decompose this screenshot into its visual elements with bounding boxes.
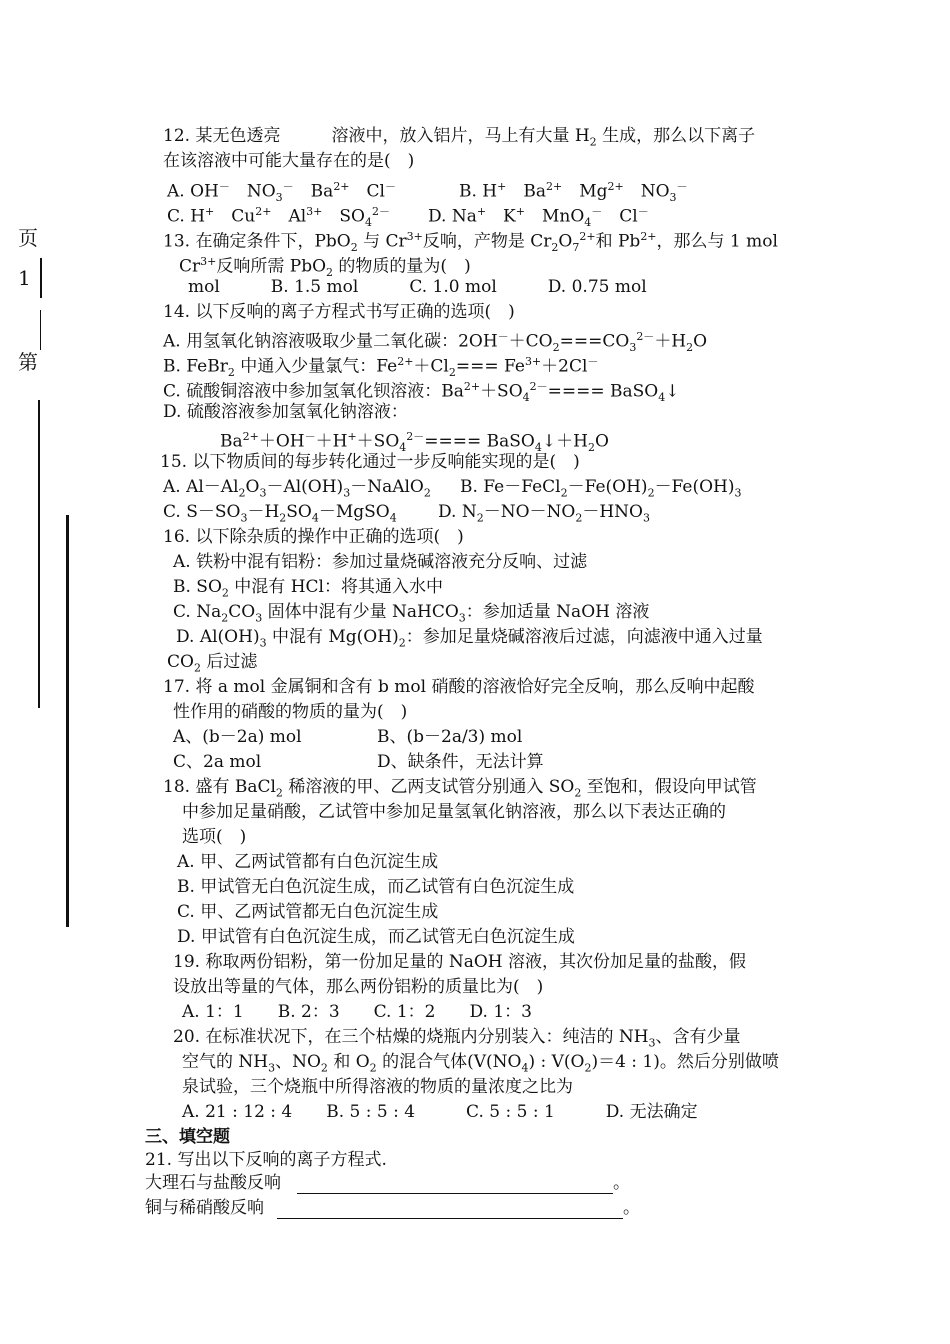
text-line-q17c: A、(b－2a) mol — [173, 727, 302, 747]
text-line-q17f: D、缺条件，无法计算 — [377, 752, 544, 772]
text-line-q17b: 性作用的硝酸的物质的量为( ) — [173, 702, 408, 722]
text-line-q12e: C. H+ $Cu^{2+}$ $Al^{3+}$ $SO_4^{2-}$ — [167, 205, 390, 230]
text-line-q12a: 12. 某无色透亮 溶液中，放入铝片，马上有大量 $H_2$ 生成，那么以下离子 — [163, 126, 756, 149]
text-line-q16a: 16. 以下除杂质的操作中正确的选项( ) — [163, 527, 464, 547]
text-line-q16d: C. $Na_2CO_3$ 固体中混有少量 NaHCO$_3$：参加适量 NaOH 溶液 — [173, 602, 650, 625]
page-number: 1 — [18, 266, 31, 290]
text-line-q18c: 选项( ) — [182, 827, 247, 847]
blank-q21-marble[interactable] — [297, 1172, 630, 1194]
text-line-q15a: 15. 以下物质间的每步转化通过一步反响能实现的是( ) — [160, 452, 580, 472]
text-line-q14e: D. 硫酸溶液参加氢氧化钠溶液： — [163, 402, 408, 422]
text-line-sec3: 三、填空题 — [145, 1127, 230, 1147]
page-number-underline — [40, 258, 42, 298]
text-line-q12b: 在该溶液中可能大量存在的是( ) — [163, 151, 415, 171]
text-line-q12d: B. H+ $Ba^{2+}$ $Mg^{2+}$ $NO_3^-$ — [459, 180, 688, 205]
text-line-q12f: D. Na+ K+ MnO$_4$－ Cl－ — [428, 205, 649, 230]
text-line-q16b: A. 铁粉中混有铝粉：参加过量烧碱溶液充分反响、过滤 — [173, 552, 588, 572]
text-line-q12c: A. OH－ $NO_3^-$ $Ba^{2+}$ Cl－ — [167, 180, 396, 205]
text-line-q17a: 17. 将 a mol 金属铜和含有 b mol 硝酸的溶液恰好完全反响，那么反响中起酸 — [163, 677, 755, 697]
text-line-q16c: B. $SO_2$ 中混有 HCl：将其通入水中 — [173, 577, 443, 600]
text-line-q18a: 18. 盛有 BaCl$_2$ 稀溶液的甲、乙两支试管分别通入 $SO_2$ 至饱和，假设向甲试管 — [163, 777, 757, 800]
text-line-q18f: C. 甲、乙两试管都无白色沉淀生成 — [177, 902, 439, 922]
text-line-q13c: mol B. 1.5 mol C. 1.0 mol D. 0.75 mol — [188, 277, 647, 297]
end-mark: 。 — [613, 1173, 630, 1193]
text-line-q14a: 14. 以下反响的离子方程式书写正确的选项( ) — [163, 302, 515, 322]
text-line-q19a: 19. 称取两份铝粉，第一份加足量的 NaOH 溶液，其次份加足量的盐酸，假 — [173, 952, 747, 972]
text-line-q21b: 大理石与盐酸反响 — [145, 1173, 281, 1193]
text-line-q15e: D. $N_2-NO-NO_2-HNO_3$ — [438, 502, 650, 525]
text-line-q20d: A. 21 : 12 : 4 B. 5 : 5 : 4 C. 5 : 5 : 1 D. 无法确定 — [182, 1102, 698, 1122]
end-mark: 。 — [623, 1198, 640, 1218]
page-label-di: 第 — [18, 350, 38, 374]
text-line-q15d: C. $S-SO_3-H_2SO_4-MgSO_4$ — [163, 502, 397, 525]
text-line-q20a: 20. 在标准状况下，在三个枯燥的烧瓶内分别装入：纯洁的 $NH_3$、含有少量 — [173, 1027, 741, 1050]
blank-q21-copper[interactable] — [277, 1197, 640, 1219]
cut-line — [66, 515, 69, 927]
binding-line — [38, 400, 40, 708]
text-line-q13b: $Cr^{3+}$反响所需 PbO$_2$ 的物质的量为( ) — [179, 255, 471, 280]
text-line-q17e: C、2a mol — [173, 752, 262, 772]
text-line-q19c: A. 1：1 B. 2：3 C. 1：2 D. 1：3 — [182, 1002, 532, 1022]
text-line-q17d: B、(b－2a/3) mol — [377, 727, 523, 747]
text-line-q14c: B. FeBr$_2$ 中通入少量氯气：$Fe^{2+}+Cl_2=== Fe^{3+}+2Cl^-$ — [163, 355, 599, 380]
text-line-q18d: A. 甲、乙两试管都有白色沉淀生成 — [177, 852, 439, 872]
text-line-q18e: B. 甲试管无白色沉淀生成，而乙试管有白色沉淀生成 — [177, 877, 575, 897]
text-line-q21c: 铜与稀硝酸反响 — [145, 1198, 264, 1218]
text-line-q20c: 泉试验，三个烧瓶中所得溶液的物质的量浓度之比为 — [182, 1077, 573, 1097]
text-line-q20b: 空气的 $NH_3$、$NO_2$ 和 $O_2$ 的混合气体($V(NO_4)$ : $V(O_2)=4$ : 1)。然后分别做喷 — [182, 1052, 779, 1075]
text-line-q16f: $CO_2$ 后过滤 — [167, 652, 258, 675]
text-line-q14f: $Ba^{2+}+OH^-+H^++SO_4^{2-}====$ $BaSO_4↓+H_2O$ — [220, 430, 609, 455]
text-line-q21a: 21. 写出以下反响的离子方程式. — [145, 1150, 387, 1170]
binding-line-upper — [40, 310, 41, 350]
text-line-q15c: B. $Fe-FeCl_2-Fe(OH)_2-Fe(OH)_3$ — [460, 477, 742, 500]
text-line-q18g: D. 甲试管有白色沉淀生成，而乙试管无白色沉淀生成 — [177, 927, 575, 947]
text-line-q14b: A. 用氢氧化钠溶液吸取少量二氧化碳：$2OH^-+CO_2===CO_3^{2-}+H_2O$ — [163, 330, 708, 355]
text-line-q14d: C. 硫酸铜溶液中参加氢氧化钡溶液：$Ba^{2+}+SO_4^{2-}====$ BaSO$_4$↓ — [163, 380, 680, 405]
text-line-q18b: 中参加足量硝酸，乙试管中参加足量氢氧化钠溶液，那么以下表达正确的 — [182, 802, 726, 822]
text-line-q15b: A. $Al-Al_2O_3-Al(OH)_3-NaAlO_2$ — [163, 477, 431, 500]
text-line-q13a: 13. 在确定条件下，PbO$_2$ 与 $Cr^{3+}$反响，产物是 $Cr_2O_7^{2+}$和 $Pb^{2+}$，那么与 1 mol — [163, 230, 778, 255]
page-label-ye: 页 — [18, 226, 38, 250]
text-line-q16e: D. $Al(OH)_3$ 中混有 $Mg(OH)_2$：参加足量烧碱溶液后过滤，向滤液中通入过量 — [176, 627, 763, 650]
text-line-q19b: 设放出等量的气体，那么两份铝粉的质量比为( ) — [173, 977, 544, 997]
